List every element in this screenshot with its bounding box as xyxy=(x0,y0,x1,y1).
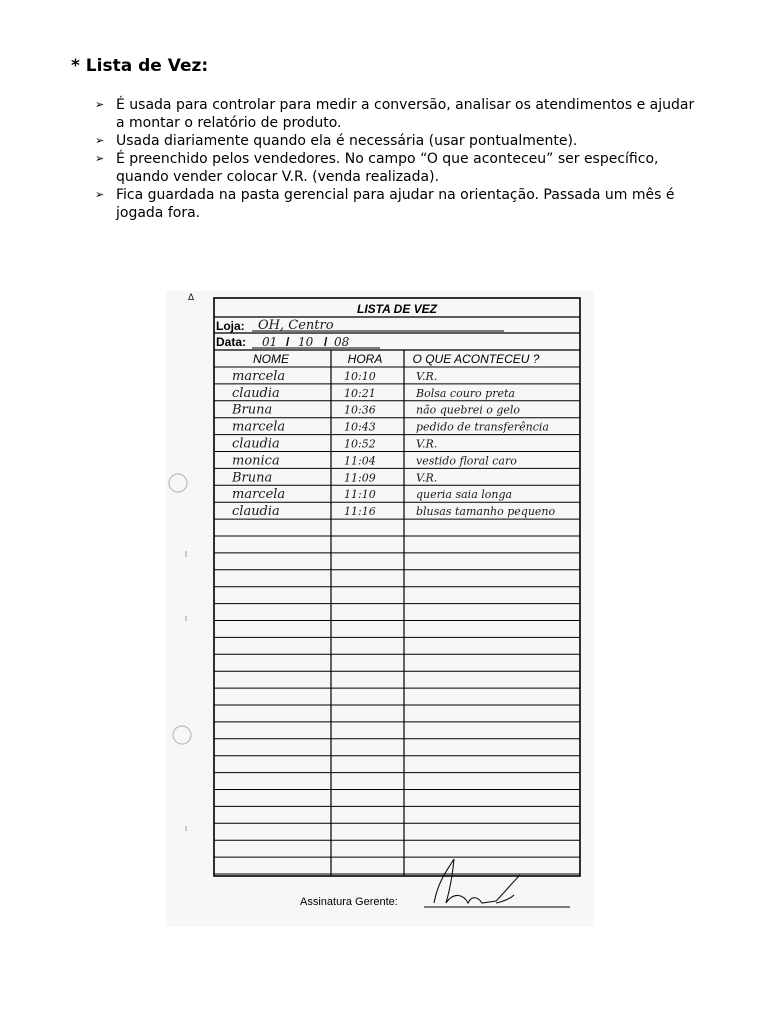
scanned-form-image xyxy=(166,291,594,927)
handwritten-hora: 11:04 xyxy=(344,454,376,468)
bullet-item: ➢ Fica guardada na pasta gerencial para ajudar na orientação. Passada um mês é jogada fora. xyxy=(95,187,675,221)
arrow-bullet-icon: ➢ xyxy=(95,188,105,201)
column-header-nome: NOME xyxy=(253,352,289,366)
handwritten-hora: 11:10 xyxy=(344,488,376,502)
handwritten-hora: 10:36 xyxy=(344,403,376,417)
handwritten-hora: 10:21 xyxy=(344,386,376,400)
handwritten-acontecimento: blusas tamanho pequeno xyxy=(416,505,556,519)
data-year: 08 xyxy=(334,335,350,349)
data-month: 10 xyxy=(298,335,314,349)
handwritten-nome: marcela xyxy=(232,419,286,435)
handwritten-acontecimento: V.R. xyxy=(416,369,438,383)
handwritten-acontecimento: V.R. xyxy=(416,471,438,485)
arrow-bullet-icon: ➢ xyxy=(95,152,105,165)
bullet-item: ➢ Usada diariamente quando ela é necessária (usar pontualmente). xyxy=(95,133,578,149)
corner-mark: Δ xyxy=(188,292,195,302)
handwritten-hora: 11:09 xyxy=(344,471,376,485)
handwritten-nome: claudia xyxy=(232,385,280,401)
data-day: 01 xyxy=(262,335,278,349)
handwritten-nome: claudia xyxy=(232,436,280,452)
form-rows xyxy=(231,369,556,519)
svg-text:/: / xyxy=(324,335,328,349)
column-header-acontecimento: O QUE ACONTECEU ? xyxy=(412,352,540,366)
handwritten-hora: 10:52 xyxy=(344,437,376,451)
handwritten-nome: marcela xyxy=(232,368,286,384)
handwritten-hora: 11:16 xyxy=(344,505,376,519)
handwritten-acontecimento: queria saia longa xyxy=(416,488,513,502)
bullet-item: ➢ É usada para controlar para medir a conversão, analisar os atendimentos e ajudar a montar o relatório de produto. xyxy=(95,97,695,131)
punch-hole-icon xyxy=(169,474,187,492)
arrow-bullet-icon: ➢ xyxy=(95,98,105,111)
handwritten-nome: marcela xyxy=(232,487,286,503)
bullet-list xyxy=(95,96,705,222)
handwritten-nome: monica xyxy=(232,453,280,469)
loja-label: Loja: xyxy=(216,319,245,333)
handwritten-acontecimento: Bolsa couro preta xyxy=(416,386,515,400)
handwritten-nome: claudia xyxy=(232,504,280,520)
handwritten-hora: 10:43 xyxy=(344,420,376,434)
page-title: * Lista de Vez: xyxy=(71,56,209,76)
handwritten-hora: 10:10 xyxy=(344,369,376,383)
handwritten-acontecimento: pedido de transferência xyxy=(416,420,549,434)
form-title: LISTA DE VEZ xyxy=(356,302,438,316)
loja-value: OH, Centro xyxy=(258,318,334,333)
signature-label: Assinatura Gerente: xyxy=(300,896,398,908)
bullet-item: ➢ É preenchido pelos vendedores. No campo “O que aconteceu” ser específico, quando vender colocar V.R. (venda realizada). xyxy=(95,151,659,185)
punch-hole-icon xyxy=(173,726,191,744)
svg-text:/: / xyxy=(286,335,290,349)
handwritten-nome: Bruna xyxy=(232,470,273,486)
handwritten-acontecimento: V.R. xyxy=(416,437,438,451)
data-label: Data: xyxy=(216,335,247,349)
handwritten-nome: Bruna xyxy=(232,402,273,418)
column-header-hora: HORA xyxy=(347,352,383,366)
handwritten-acontecimento: vestido floral caro xyxy=(416,454,517,468)
signature-scribble xyxy=(434,859,520,903)
arrow-bullet-icon: ➢ xyxy=(95,134,105,147)
handwritten-acontecimento: não quebrei o gelo xyxy=(416,403,521,417)
